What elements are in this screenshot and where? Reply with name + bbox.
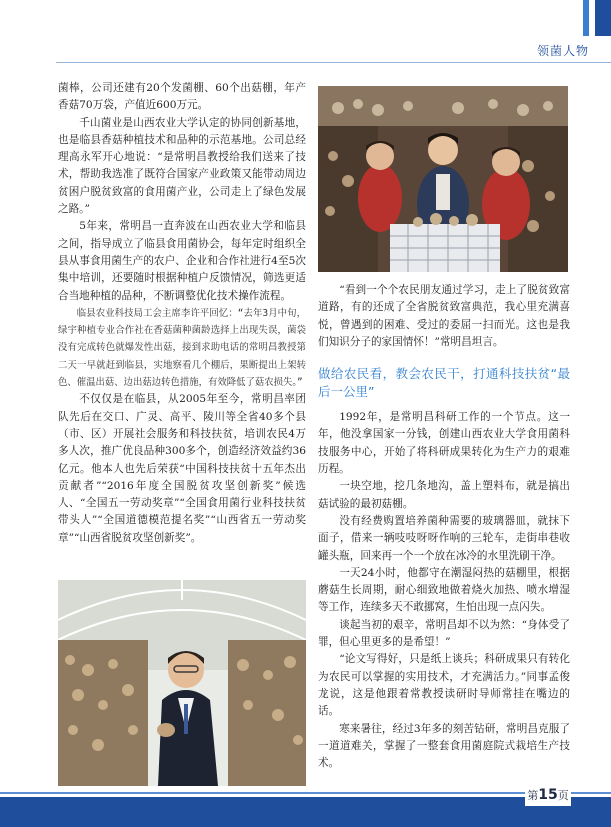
page-number-prefix: 第 [527,789,539,802]
photo-greenhouse-portrait [58,580,306,786]
page-number-suffix: 页 [557,789,569,802]
left-text-column [58,80,306,547]
footer-divider [0,792,611,794]
section-subheading: 做给农民看，教会农民干，打通科技扶贫“最后一公里” [318,366,570,400]
paragraph: 千山菌业是山西农业大学认定的协同创新基地，也是临县香菇种植技术和品种的示范基地。公司总经理高永军开心地说：“是常明昌教授给我们送来了技术，帮助我选准了既符合国家产业政策又能带动周边贫困户脱贫致富的食用菌产业，公司走上了绿色发展之路。” [58,116,306,216]
header-divider [56,62,611,63]
header-accent-bar [583,0,589,36]
paragraph: 一天24小时，他都守在潮湿闷热的菇棚里，根据蘑菇生长周期，耐心细致地做着烧火加热、喷水增湿等工作，连续多天不敢挪窝，生怕出现一点闪失。 [318,566,570,614]
paragraph: 寒来暑往，经过3年多的刻苦钻研，常明昌克服了一道道难关，掌握了一整套食用菌庭院式栽培生产技术。 [318,722,570,770]
footer-bar [0,797,611,827]
paragraph: 1992年，是常明昌科研工作的一个节点。这一年，他没拿国家一分钱，创建山西农业大学食用菌科技服务中心，开始了将科研成果转化为生产力的艰难历程。 [318,411,570,476]
paragraph: “论文写得好，只是纸上谈兵；科研成果只有转化为农民可以掌握的实用技术，才充满活力。”同事孟俊龙说，这是他跟着常教授读研时导师常挂在嘴边的话。 [318,653,570,718]
paragraph: “看到一个个农民朋友通过学习，走上了脱贫致富道路，有的还成了全省脱贫致富典范，我心里充满喜悦，曾遇到的困难、受过的委屈一扫而光。这也是我们知识分子的家国情怀！”常明昌坦言。 [318,284,570,348]
paragraph: 没有经费购置培养菌种需要的玻璃器皿，就抹下面子，借来一辆吱吱呀呀作响的三轮车，走街串巷收罐头瓶，回来再一个一个放在冰冷的水里洗刷干净。 [318,514,570,562]
paragraph: 一块空地，挖几条地沟，盖上塑料布，就是搞出菇试验的最初菇棚。 [318,480,570,510]
page-number-value: 15 [538,787,558,803]
paragraph: 不仅仅是在临县，从2005年至今，常明昌率团队先后在交口、广灵、高平、陵川等全省40多个县（市、区）开展社会服务和科技扶贫，培训农民4万多人次，推广优良品种300多个，创造经济效益约36亿元。他本人也先后荣获“中国科技扶贫十五年杰出贡献者”“2016年度全国脱贫攻坚创新奖”候选人、“全国五一劳动奖章”“全国食用菌行业科技扶贫带头人”“全国道德模范提名奖”“山西省五一劳动奖章”“山西省脱贫攻坚创新奖”。 [58,393,306,544]
paragraph: 菌棒，公司还建有20个发菌棚、60个出菇棚，年产香菇70万袋，产值近600万元。 [58,82,306,112]
paragraph: 谈起当初的艰辛，常明昌却不以为然：“身体受了罪，但心里更多的是希望！” [318,618,570,649]
page-number [525,784,571,806]
header-corner-bar [595,0,611,36]
photo-mushroom-inspection [318,86,568,272]
paragraph: 5年来，常明昌一直奔波在山西农业大学和临县之间，指导成立了临县食用菌协会，每年定时组织全县从事食用菌生产的农户、企业和合作社进行4至5次集中培训，还要随时根据种植户反馈情况，筛选更适合当地种植的品种，不断调整优化技术操作流程。 [58,220,306,302]
quote-paragraph: 临县农业科技局工会主席李许平回忆：“去年3月中旬，绿宇种植专业合作社在香菇菌种菌龄选择上出现失误，菌袋没有完成转色就爆发性出菇，接到求助电话的常明昌教授第二天一早就赶到临县，实地察看几个棚后，果断提出上架转色、催温出菇、边出菇边转色措施，有效降低了菇农损失。” [58,307,306,389]
section-title: 领菌人物 [536,44,589,58]
right-text-column [318,282,570,772]
